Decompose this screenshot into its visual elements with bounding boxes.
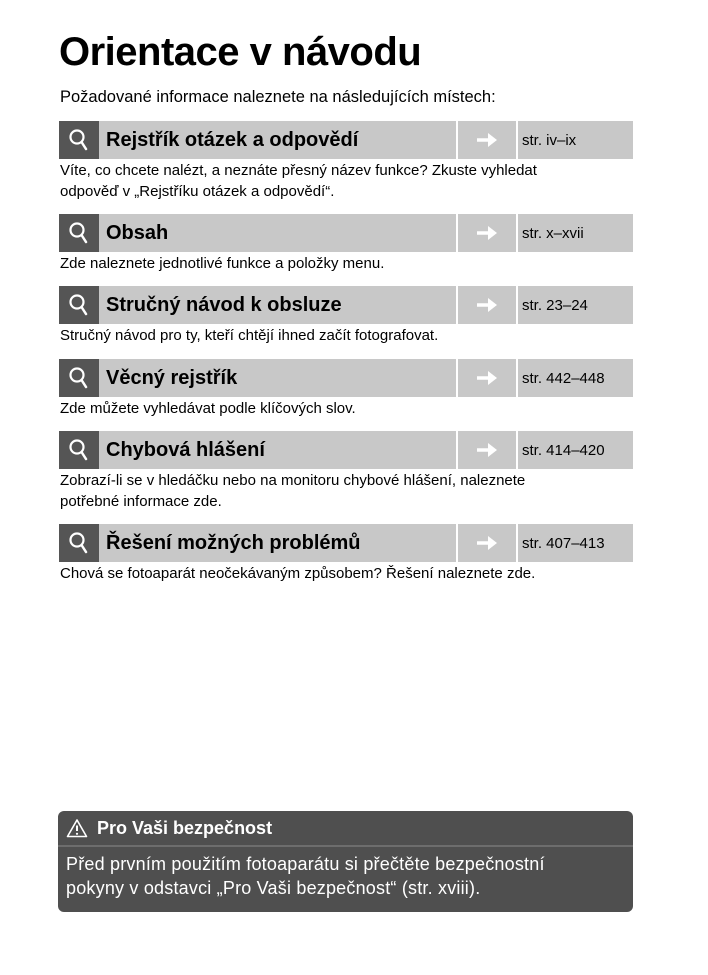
section-description: Víte, co chcete nalézt, a neznáte přesný název funkce? Zkuste vyhledat odpověď v „Rejstříku otázek a odpovědí“. — [60, 162, 537, 200]
arrow-right-icon — [456, 286, 516, 324]
section-heading: Řešení možných problémů — [106, 531, 361, 554]
section-bar[interactable] — [59, 286, 633, 324]
section-bar[interactable] — [59, 359, 633, 397]
section-bar[interactable] — [59, 431, 633, 469]
arrow-right-icon — [456, 214, 516, 252]
section-description: Zde můžete vyhledávat podle klíčových slov. — [60, 400, 356, 417]
safety-title: Pro Vaši bezpečnost — [97, 817, 273, 838]
magnifier-icon — [59, 524, 99, 562]
arrow-right-icon — [456, 524, 516, 562]
page-reference[interactable]: str. x–xvii — [516, 214, 633, 252]
magnifier-icon — [59, 286, 99, 324]
section-bar[interactable] — [59, 214, 633, 252]
safety-notice — [58, 811, 633, 912]
section-subject-index — [59, 359, 633, 419]
section-bar[interactable] — [59, 524, 633, 562]
page-reference[interactable]: str. iv–ix — [516, 121, 633, 159]
safety-text: Před prvním použitím fotoaparátu si přečtěte bezpečnostní pokyny v odstavci „Pro Vaši bezpečnost“ (str. xviii). — [66, 854, 545, 898]
magnifier-icon — [59, 359, 99, 397]
section-contents — [59, 214, 633, 274]
intro-text: Požadované informace naleznete na následujících místech: — [60, 88, 496, 106]
section-description: Chová se fotoaparát neočekávaným způsobem? Řešení naleznete zde. — [60, 565, 536, 582]
page-reference[interactable]: str. 414–420 — [516, 431, 633, 469]
arrow-right-icon — [456, 121, 516, 159]
section-description: Zobrazí-li se v hledáčku nebo na monitoru chybové hlášení, naleznete potřebné informace zde. — [60, 472, 526, 510]
section-troubleshooting — [59, 524, 633, 584]
section-question-index — [59, 121, 633, 202]
section-heading: Chybová hlášení — [106, 438, 265, 461]
section-heading: Obsah — [106, 221, 169, 244]
section-description: Stručný návod pro ty, kteří chtějí ihned začít fotografovat. — [60, 327, 439, 344]
warning-icon — [66, 818, 88, 838]
magnifier-icon — [59, 214, 99, 252]
section-error-messages — [59, 431, 633, 512]
section-heading: Věcný rejstřík — [106, 366, 238, 389]
section-bar[interactable] — [59, 121, 633, 159]
safety-header — [58, 811, 633, 847]
section-description: Zde naleznete jednotlivé funkce a položky menu. — [60, 255, 385, 272]
page-title: Orientace v návodu — [59, 30, 422, 74]
section-heading: Stručný návod k obsluze — [106, 293, 342, 316]
arrow-right-icon — [456, 431, 516, 469]
page-reference[interactable]: str. 23–24 — [516, 286, 633, 324]
page-reference[interactable]: str. 442–448 — [516, 359, 633, 397]
magnifier-icon — [59, 431, 99, 469]
arrow-right-icon — [456, 359, 516, 397]
section-quick-guide — [59, 286, 633, 346]
page-reference[interactable]: str. 407–413 — [516, 524, 633, 562]
magnifier-icon — [59, 121, 99, 159]
section-heading: Rejstřík otázek a odpovědí — [106, 128, 359, 151]
